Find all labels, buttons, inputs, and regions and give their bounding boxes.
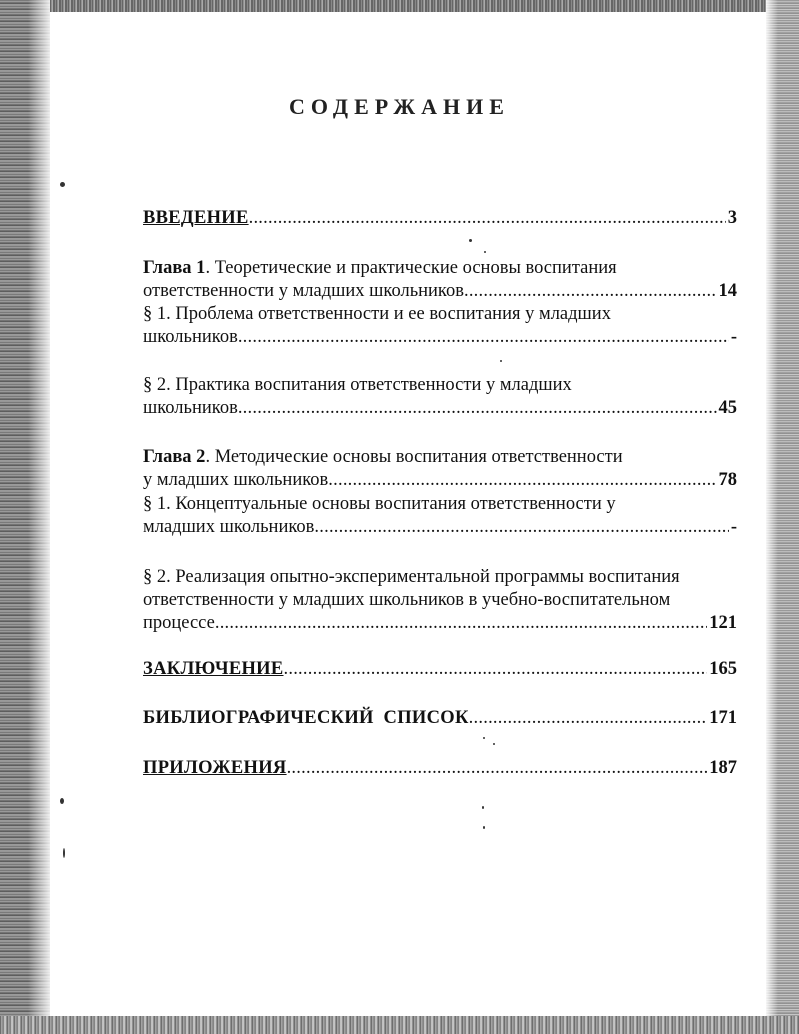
toc-page-number: 171 bbox=[709, 708, 737, 728]
toc-page-number: - bbox=[730, 327, 737, 347]
scan-border-right bbox=[766, 0, 799, 1034]
dot-leader bbox=[328, 469, 716, 492]
scan-speck bbox=[483, 826, 485, 829]
toc-entry-chapter-2-section-2 bbox=[143, 566, 737, 635]
section-title-line: процессе bbox=[143, 613, 215, 633]
chapter-title-line: . Методические основы воспитания ответственности bbox=[205, 447, 623, 467]
scan-speck bbox=[63, 848, 65, 858]
toc-entry-chapter-1 bbox=[143, 257, 737, 303]
toc-page-number: - bbox=[730, 517, 737, 537]
section-title-line: школьников bbox=[143, 398, 238, 418]
scan-speck bbox=[484, 251, 486, 253]
section-title-line: § 2. Практика воспитания ответственности у младших bbox=[143, 375, 572, 395]
toc-entry-conclusion bbox=[143, 658, 737, 681]
dot-leader bbox=[314, 516, 728, 539]
section-title-line: младших школьников bbox=[143, 517, 315, 537]
dot-leader bbox=[238, 397, 717, 420]
chapter-title-line: ответственности у младших школьников bbox=[143, 281, 464, 301]
toc-label: ПРИЛОЖЕНИЯ bbox=[143, 758, 287, 778]
toc-page-number: 165 bbox=[709, 659, 737, 679]
chapter-title-line: . Теоретические и практические основы воспитания bbox=[205, 258, 617, 278]
scan-border-bottom bbox=[0, 1016, 799, 1034]
toc-entry-chapter-1-section-2 bbox=[143, 374, 737, 420]
scan-speck bbox=[482, 806, 484, 809]
dot-leader bbox=[238, 326, 729, 349]
toc-page-number: 78 bbox=[718, 470, 737, 490]
dot-leader bbox=[284, 658, 708, 681]
scan-speck bbox=[500, 360, 502, 362]
toc-label: ЗАКЛЮЧЕНИЕ bbox=[143, 659, 284, 679]
scan-speck bbox=[60, 798, 64, 804]
toc-entry-introduction bbox=[143, 207, 737, 230]
chapter-prefix: Глава 1 bbox=[143, 258, 206, 278]
dot-leader bbox=[469, 707, 708, 730]
toc-entry-chapter-2-section-1 bbox=[143, 493, 737, 539]
toc-page-number: 14 bbox=[718, 281, 737, 301]
chapter-prefix: Глава 2 bbox=[143, 447, 206, 467]
scan-border-top bbox=[0, 0, 799, 12]
dot-leader bbox=[287, 757, 708, 780]
dot-leader bbox=[215, 612, 707, 635]
section-title-line: § 2. Реализация опытно-экспериментальной программы воспитания bbox=[143, 567, 680, 587]
chapter-title-line: у младших школьников bbox=[143, 470, 329, 490]
toc-page-number: 187 bbox=[709, 758, 737, 778]
toc-entry-bibliography bbox=[143, 707, 737, 730]
dot-leader bbox=[464, 280, 717, 303]
toc-entry-chapter-2 bbox=[143, 446, 737, 492]
toc-entry-chapter-1-section-1 bbox=[143, 303, 737, 349]
toc-page-number: 45 bbox=[718, 398, 737, 418]
section-title-line: § 1. Концептуальные основы воспитания ответственности у bbox=[143, 494, 616, 514]
toc-entry-appendix bbox=[143, 757, 737, 780]
scan-speck bbox=[493, 743, 495, 745]
page-title: СОДЕРЖАНИЕ bbox=[289, 94, 510, 119]
scan-border-left bbox=[0, 0, 50, 1034]
scan-speck bbox=[469, 239, 472, 242]
scan-speck bbox=[483, 737, 485, 739]
section-title-line: школьников bbox=[143, 327, 238, 347]
toc-page-number: 3 bbox=[727, 208, 737, 228]
dot-leader bbox=[249, 207, 726, 230]
toc-label: БИБЛИОГРАФИЧЕСКИЙ СПИСОК bbox=[143, 708, 469, 728]
toc-label: ВВЕДЕНИЕ bbox=[143, 208, 249, 228]
section-title-line: ответственности у младших школьников в учебно-воспитательном bbox=[143, 590, 671, 610]
toc-page-number: 121 bbox=[709, 613, 737, 633]
section-title-line: § 1. Проблема ответственности и ее воспитания у младших bbox=[143, 304, 611, 324]
scan-speck bbox=[60, 182, 65, 187]
